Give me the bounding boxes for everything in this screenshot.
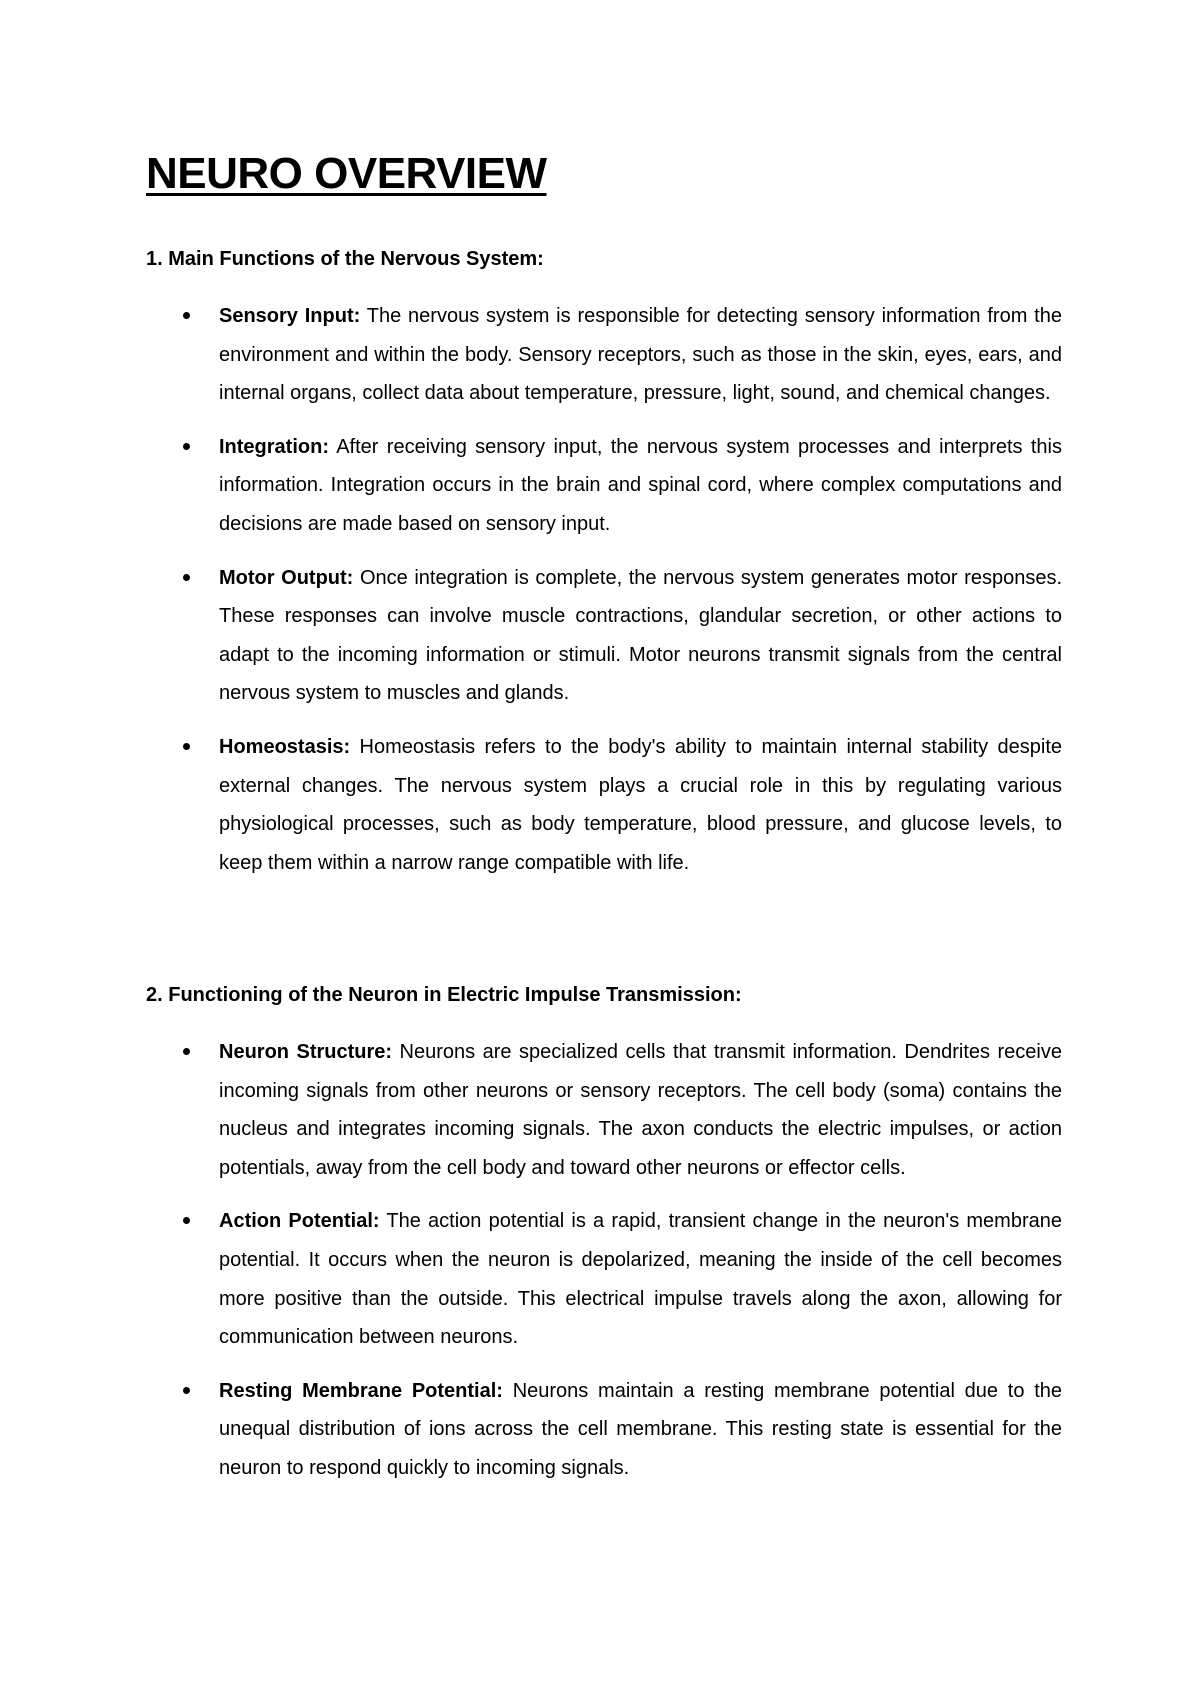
bullet-text: Neurons maintain a resting membrane potential due to the unequal distribution of ions across the cell membrane. This resting state is essential for the neuron to respond quickly to incoming signals.: [219, 1379, 1062, 1479]
bullet-term: Integration:: [219, 435, 329, 458]
bullet-text: After receiving sensory input, the nervous system processes and interprets this information. Integration occurs in the brain and spinal cord, where complex computations and decisions are made based on sensory input.: [219, 435, 1062, 535]
page-title: NEURO OVERVIEW: [146, 149, 547, 198]
section-heading-neuron-functioning: 2. Functioning of the Neuron in Electric Impulse Transmission:: [146, 984, 742, 1006]
bullet-icon: [183, 312, 190, 319]
bullet-icon: [183, 443, 190, 450]
bullet-term: Homeostasis:: [219, 735, 351, 758]
bullet-text: Neurons are specialized cells that transmit information. Dendrites receive incoming signals from other neurons or sensory receptors. The cell body (soma) contains the nucleus and integrates incoming signals. The axon conducts the electric impulses, or action potentials, away from the cell body and toward other neurons or effector cells.: [219, 1041, 1062, 1179]
bullet-term: Sensory Input:: [219, 305, 361, 327]
bullet-icon: [183, 1217, 190, 1224]
bullet-text: Homeostasis refers to the body's ability to maintain internal stability despite external changes. The nervous system plays a crucial role in this by regulating various physiological processes, such as body temperature, blood pressure, and glucose levels, to keep them within a narrow range compatible with life.: [219, 735, 1062, 874]
list-item: [146, 297, 1062, 413]
bullet-term: Action Potential:: [219, 1210, 380, 1233]
neuron-functioning-list: [146, 1033, 1062, 1503]
list-item: [146, 1372, 1062, 1488]
list-item: [146, 728, 1062, 882]
bullet-term: Resting Membrane Potential:: [219, 1379, 503, 1402]
list-item: [146, 1202, 1062, 1356]
bullet-icon: [183, 1387, 190, 1394]
main-functions-list: [146, 297, 1062, 897]
list-item: [146, 428, 1062, 544]
bullet-term: Motor Output:: [219, 566, 354, 589]
bullet-text: The action potential is a rapid, transient change in the neuron's membrane potential. It occurs when the neuron is depolarized, meaning the inside of the cell becomes more positive than the outside. This electrical impulse travels along the axon, allowing for communication between neurons.: [219, 1210, 1062, 1349]
bullet-icon: [183, 743, 190, 750]
bullet-text: The nervous system is responsible for detecting sensory information from the environment and within the body. Sensory receptors, such as those in the skin, eyes, ears, and internal organs, collect data about temperature, pressure, light, sound, and chemical changes.: [219, 305, 1062, 405]
list-item: [146, 1033, 1062, 1187]
section-heading-main-functions: 1. Main Functions of the Nervous System:: [146, 248, 544, 270]
bullet-text: Once integration is complete, the nervous system generates motor responses. These responses can involve muscle contractions, glandular secretion, or other actions to adapt to the incoming information or stimuli. Motor neurons transmit signals from the central nervous system to muscles and glands.: [219, 566, 1063, 705]
bullet-icon: [183, 574, 190, 581]
bullet-term: Neuron Structure:: [219, 1041, 393, 1063]
list-item: [146, 559, 1062, 713]
bullet-icon: [183, 1048, 190, 1055]
